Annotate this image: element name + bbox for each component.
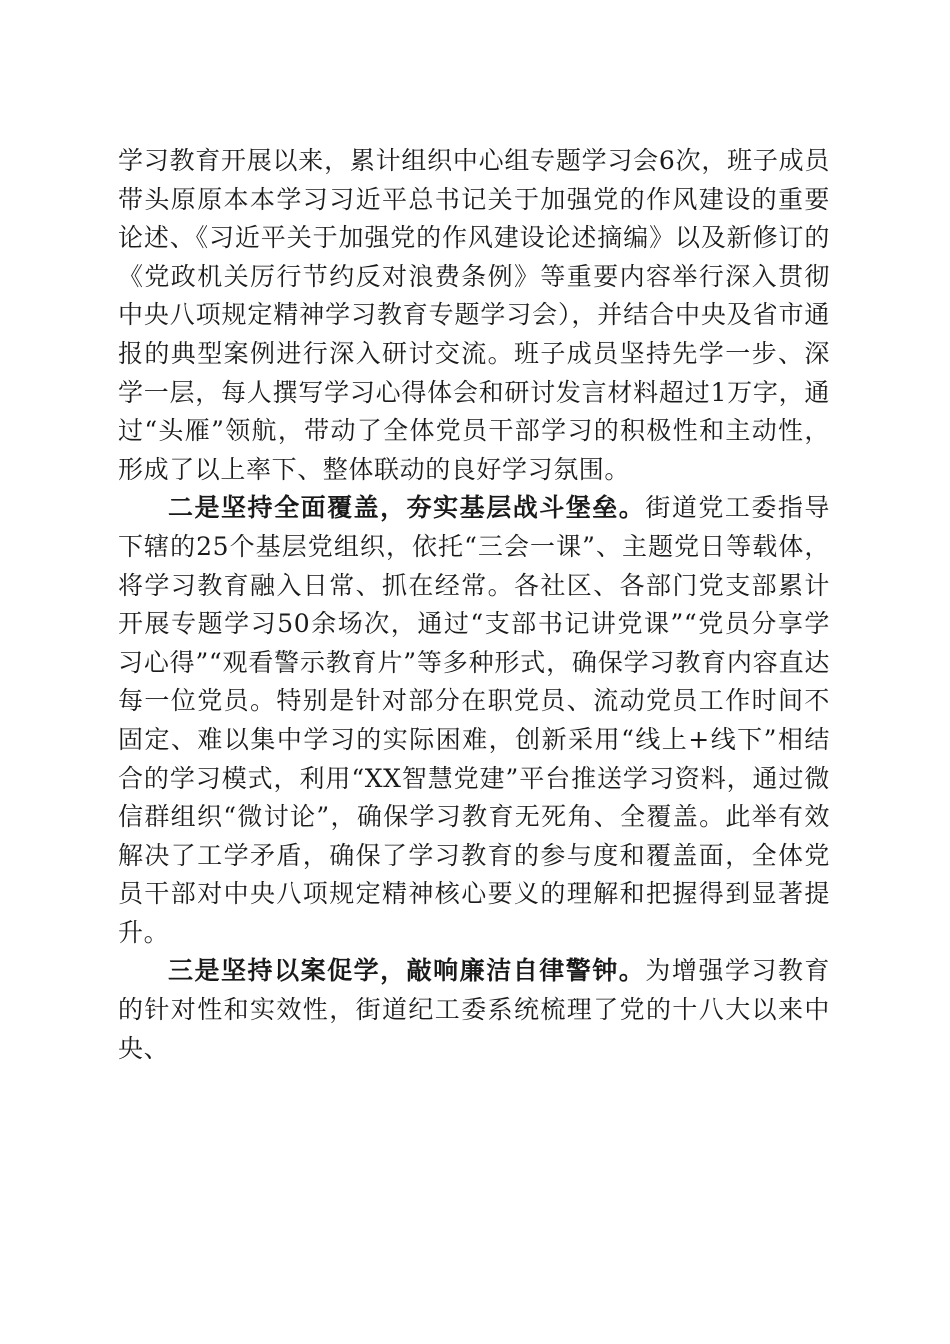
paragraph-1 [118,142,830,489]
paragraph-2-lead: 二是坚持全面覆盖，夯实基层战斗堡垒。 [168,493,646,523]
paragraph-1-text: 学习教育开展以来，累计组织中心组专题学习会6次，班子成员带头原原本本学习习近平总书记关于加强党的作风建设的重要论述、《习近平关于加强党的作风建设论述摘编》以及新修订的《党政机关厉行节约反对浪费条例》等重要内容举行深入贯彻中央八项规定精神学习教育专题学习会），并结合中央及省市通报的典型案例进行深入研讨交流。班子成员坚持先学一步、深学一层，每人撰写学习心得体会和研讨发言材料超过1万字，通过“头雁”领航，带动了全体党员干部学习的积极性和主动性，形成了以上率下、整体联动的良好学习氛围。 [118,146,830,484]
paragraph-2 [118,489,830,952]
paragraph-3 [118,952,830,1068]
paragraph-2-text: 街道党工委指导下辖的25个基层党组织，依托“三会一课”、主题党日等载体，将学习教育融入日常、抓在经常。各社区、各部门党支部累计开展专题学习50余场次，通过“支部书记讲党课”“党员分享学习心得”“观看警示教育片”等多种形式，确保学习教育内容直达每一位党员。特别是针对部分在职党员、流动党员工作时间不固定、难以集中学习的实际困难，创新采用“线上+线下”相结合的学习模式，利用“XX智慧党建”平台推送学习资料，通过微信群组织“微讨论”，确保学习教育无死角、全覆盖。此举有效解决了工学矛盾，确保了学习教育的参与度和覆盖面，全体党员干部对中央八项规定精神核心要义的理解和把握得到显著提升。 [118,493,830,947]
paragraph-3-lead: 三是坚持以案促学，敲响廉洁自律警钟。 [168,956,646,986]
document-body [118,142,830,1068]
paragraph-3-text: 为增强学习教育的针对性和实效性，街道纪工委系统梳理了党的十八大以来中央、 [118,956,830,1063]
